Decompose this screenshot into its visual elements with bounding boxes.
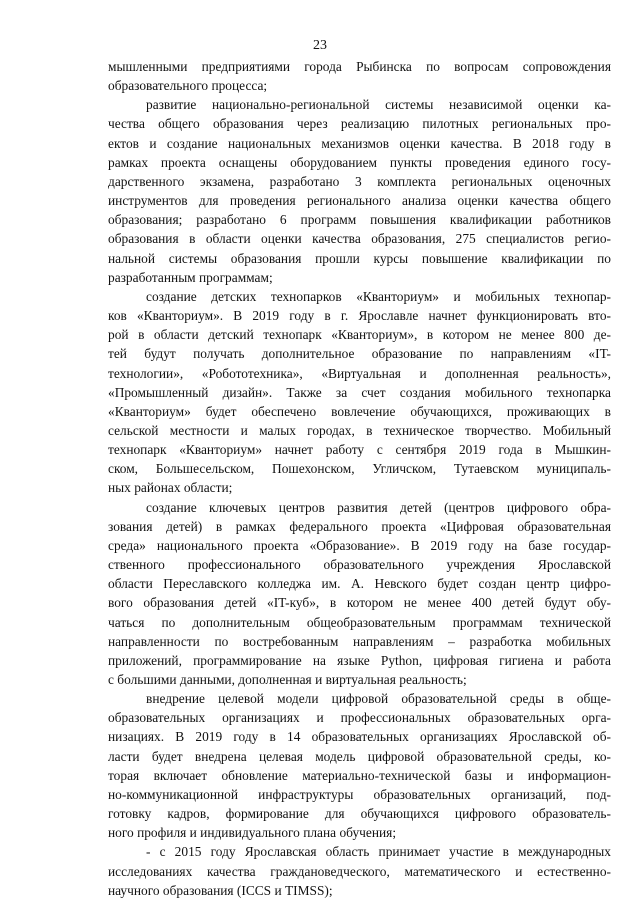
text-line: образовательных организациях и профессиональных образовательных орга- — [108, 710, 611, 726]
text-line: готовку кадров, формирование для обучающихся цифрового образователь- — [108, 806, 611, 822]
text-line: «Кванториум» будет обеспечено вовлечение обучающихся, проживающих в — [108, 403, 611, 419]
paragraph — [108, 57, 611, 95]
text-line: ласти будет внедрена целевая модель цифровой образовательной среды, ко- — [108, 748, 611, 764]
text-line: вого образования детей «IT-куб», в котором не менее 400 детей будут обу- — [108, 595, 611, 611]
text-line: чаться по дополнительным общеобразовательным программам технической — [108, 614, 611, 630]
text-line: тей будут получать дополнительное образование по направлениям «IT- — [108, 346, 611, 362]
text-line: среда» национального проекта «Образование». В 2019 году на базе государ- — [108, 537, 611, 553]
text-line: сельской местности и малых городах, в техническое творчество. Мобильный — [108, 422, 611, 438]
text-line: образования; разработано 6 программ повышения квалификации работников — [108, 212, 611, 228]
text-line: создание детских технопарков «Кванториум» и мобильных технопар- — [146, 288, 611, 304]
text-line: - с 2015 году Ярославская область принимает участие в международных — [146, 844, 611, 860]
text-line: ного профиля и индивидуального плана обучения; — [108, 825, 397, 841]
text-line: «Промышленный дизайн». Также за счет создания мобильного технопарка — [108, 384, 611, 400]
text-line: но-коммуникационной инфраструктуры образовательных организаций, под- — [108, 786, 611, 802]
paragraph — [108, 842, 611, 899]
page-number: 23 — [313, 38, 327, 53]
text-line: области Переславского колледжа им. А. Невского будет создан центр цифро- — [108, 576, 611, 592]
text-line: приложений, программирование на языке Python, цифровая гигиена и работа — [108, 652, 611, 668]
text-line: создание ключевых центров развития детей (центров цифрового обра- — [146, 499, 611, 515]
paragraph — [108, 95, 611, 287]
paragraph — [108, 689, 611, 842]
text-line: инструментов для проведения регионального анализа оценки качества общего — [108, 193, 611, 209]
text-line: ков «Кванториум». В 2019 году в г. Ярославле начнет функционировать вто- — [108, 308, 611, 324]
text-line: зования детей) в рамках федерального проекта «Цифровая образовательная — [108, 518, 611, 534]
text-line: ском, Большесельском, Пошехонском, Угличском, Тутаевском муниципаль- — [108, 461, 611, 477]
text-line: ственного профессионального образовательного учреждения Ярославской — [108, 557, 611, 573]
text-line: рой в области детский технопарк «Кванториум», в котором не менее 800 де- — [108, 327, 611, 343]
text-line: научного образования (ICCS и TIMSS); — [108, 882, 333, 898]
text-line: низациях. В 2019 году в 14 образовательных организациях Ярославской об- — [108, 729, 611, 745]
text-line: ектов и создание национальных механизмов оценки качества. В 2018 году в — [108, 135, 611, 151]
text-line: исследованиях качества граждановедческого, математического и естественно- — [108, 863, 611, 879]
text-line: мышленными предприятиями города Рыбинска по вопросам сопровождения — [108, 59, 611, 74]
paragraph — [108, 287, 611, 498]
text-line: нальной системы образования прошли курсы повышение квалификации по — [108, 250, 611, 266]
paragraph — [108, 498, 611, 690]
text-line: технологии», «Робототехника», «Виртуальная и дополненная реальность», — [108, 365, 611, 381]
text-line: с большими данными, дополненная и виртуальная реальность; — [108, 672, 467, 687]
text-line: образования в области оценки качества образования, 275 специалистов регио- — [108, 231, 611, 247]
text-line: развитие национально-региональной системы независимой оценки ка- — [146, 97, 611, 113]
text-line: ных районах области; — [108, 480, 233, 496]
text-line: торая включает обновление материально-технической базы и информацион- — [108, 767, 611, 783]
text-line: дарственного экзамена, разработано 3 комплекта региональных оценочных — [108, 173, 611, 189]
text-line: разработанным программам; — [108, 269, 273, 285]
text-line: образовательного процесса; — [108, 78, 268, 94]
text-line: внедрение целевой модели цифровой образовательной среды в обще- — [146, 691, 611, 707]
text-line: технопарк «Кванториум» начнет работу с сентября 2019 года в Мышкин- — [108, 442, 611, 458]
text-line: чества общего образования через реализацию пилотных региональных про- — [108, 116, 611, 132]
body-text — [108, 57, 611, 900]
text-line: направленности по востребованным направлениям – разработка мобильных — [108, 633, 611, 649]
text-line: рамках проекта оснащены оборудованием пункты проведения единого госу- — [108, 154, 611, 170]
